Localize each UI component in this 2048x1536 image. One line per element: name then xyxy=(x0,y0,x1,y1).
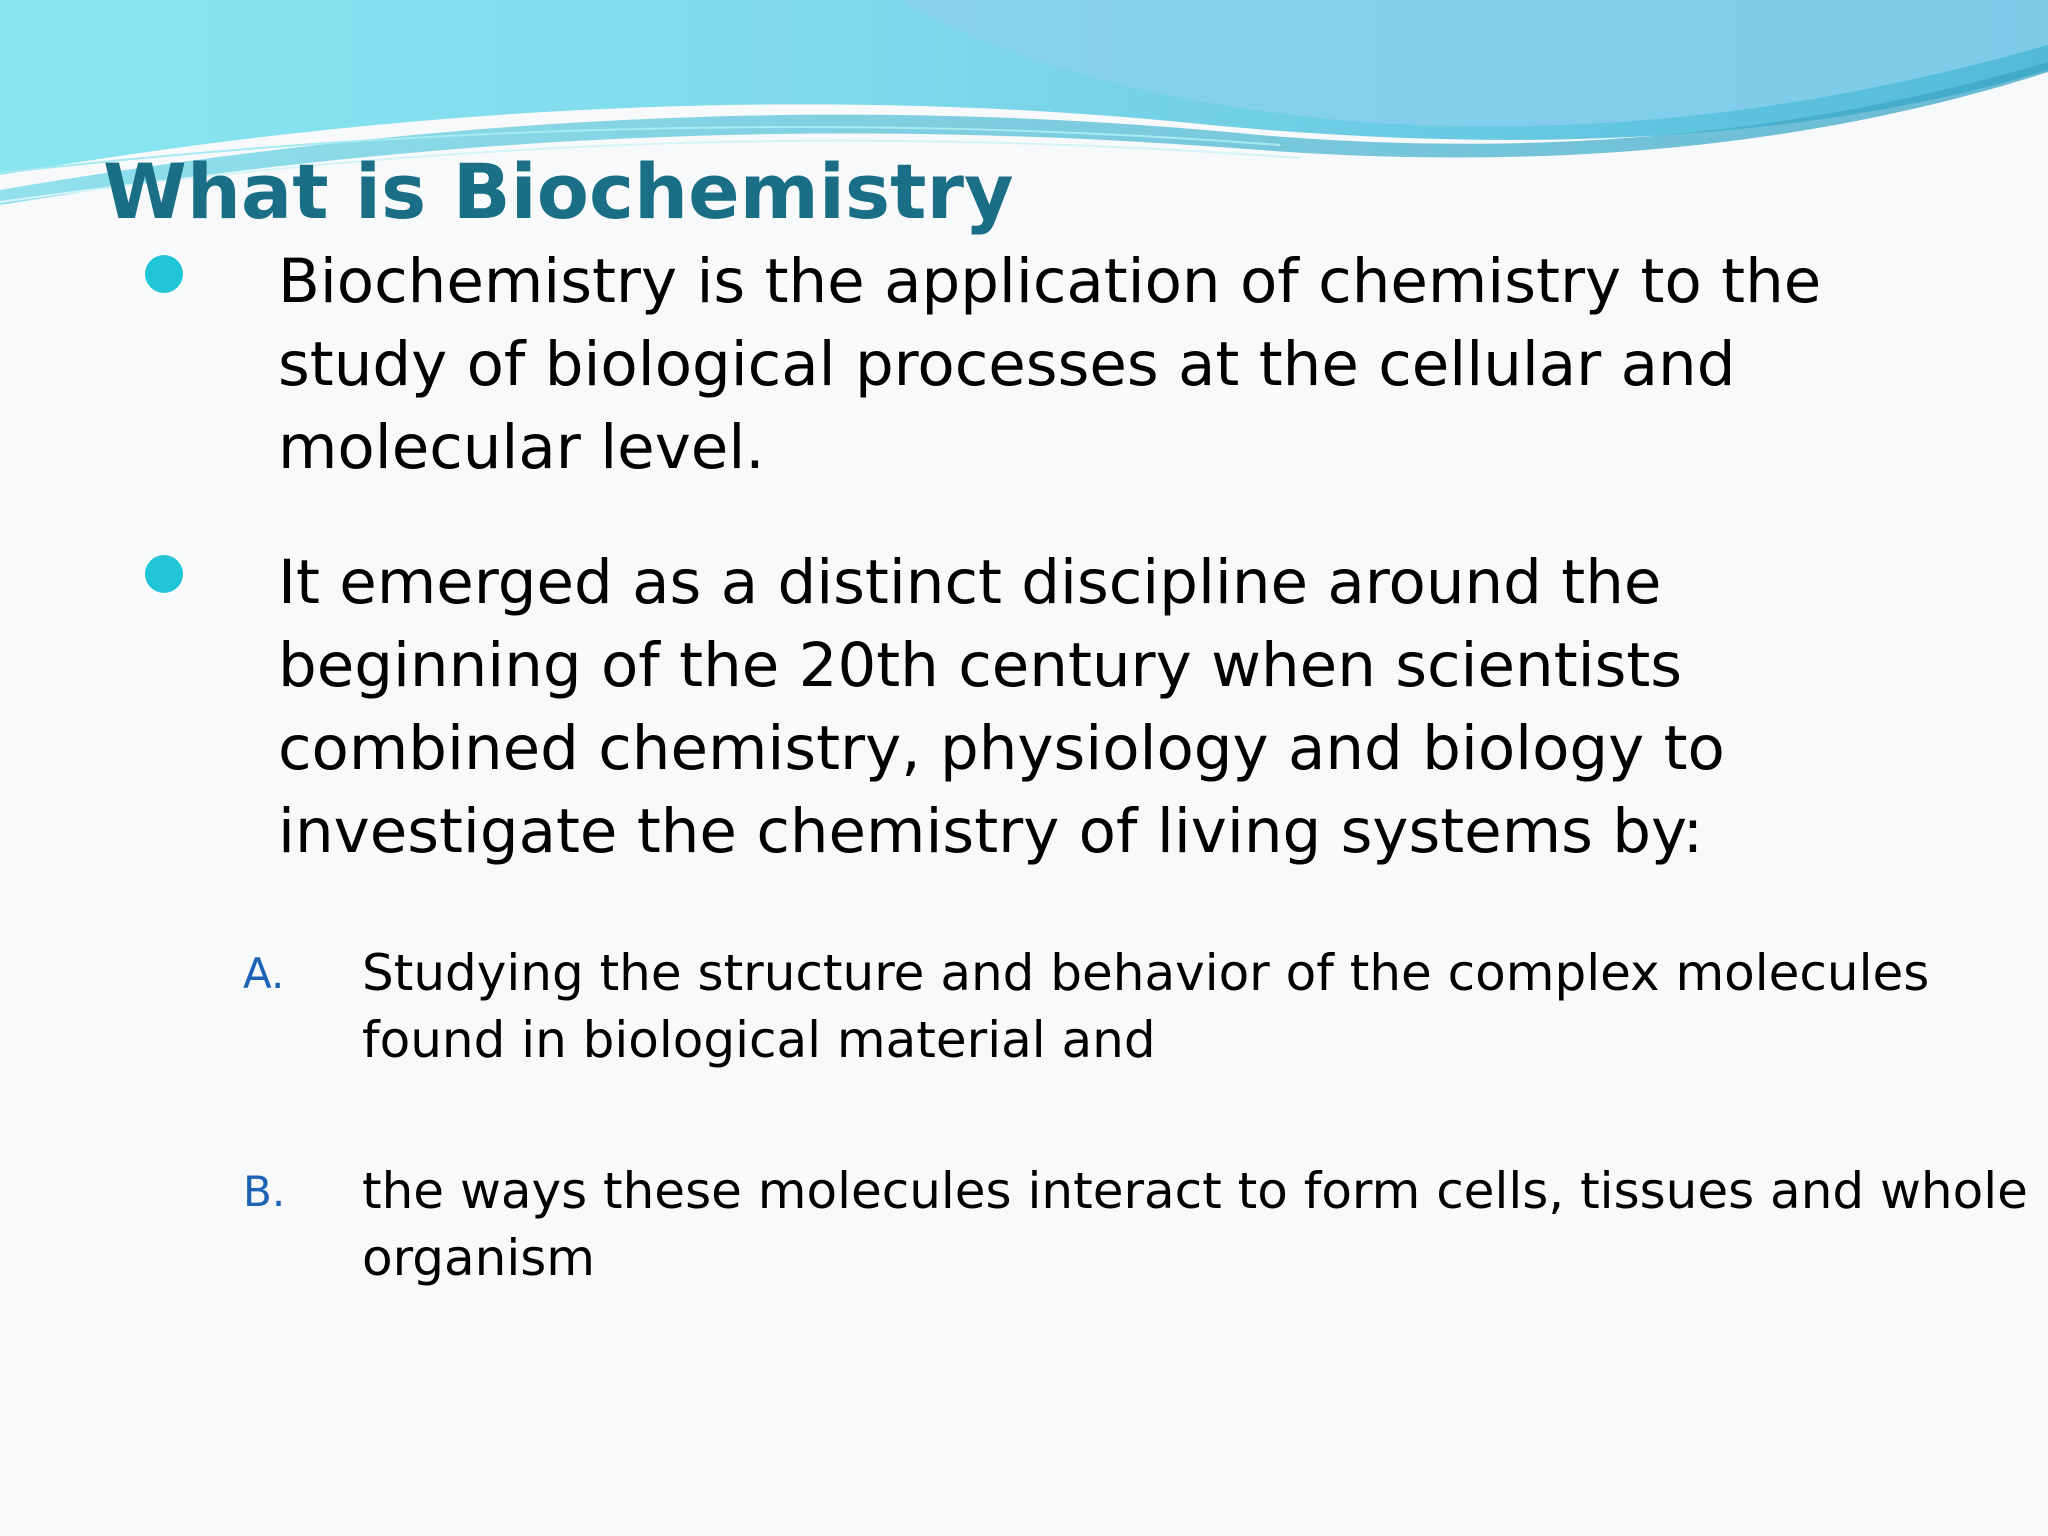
sublist-item-a-text: Studying the structure and behavior of the complex molecules found in biological material and xyxy=(362,944,1930,1069)
sublist-marker-a: A. xyxy=(243,949,285,998)
bullet-1-text: Biochemistry is the application of chemistry to the study of biological processes at the cellular and molecular level. xyxy=(278,246,1822,483)
bullet-dot-icon xyxy=(145,255,183,293)
bullet-2-text: It emerged as a distinct discipline around the beginning of the 20th century when scientists combined chemistry, physiology and biology to investigate the chemistry of living systems by: xyxy=(278,547,1725,867)
sublist-item-b-text: the ways these molecules interact to form cells, tissues and whole organism xyxy=(362,1162,2028,1287)
sublist-marker-b: B. xyxy=(243,1167,286,1216)
bullet-dot-icon xyxy=(145,555,183,593)
slide-title: What is Biochemistry xyxy=(103,147,1014,236)
